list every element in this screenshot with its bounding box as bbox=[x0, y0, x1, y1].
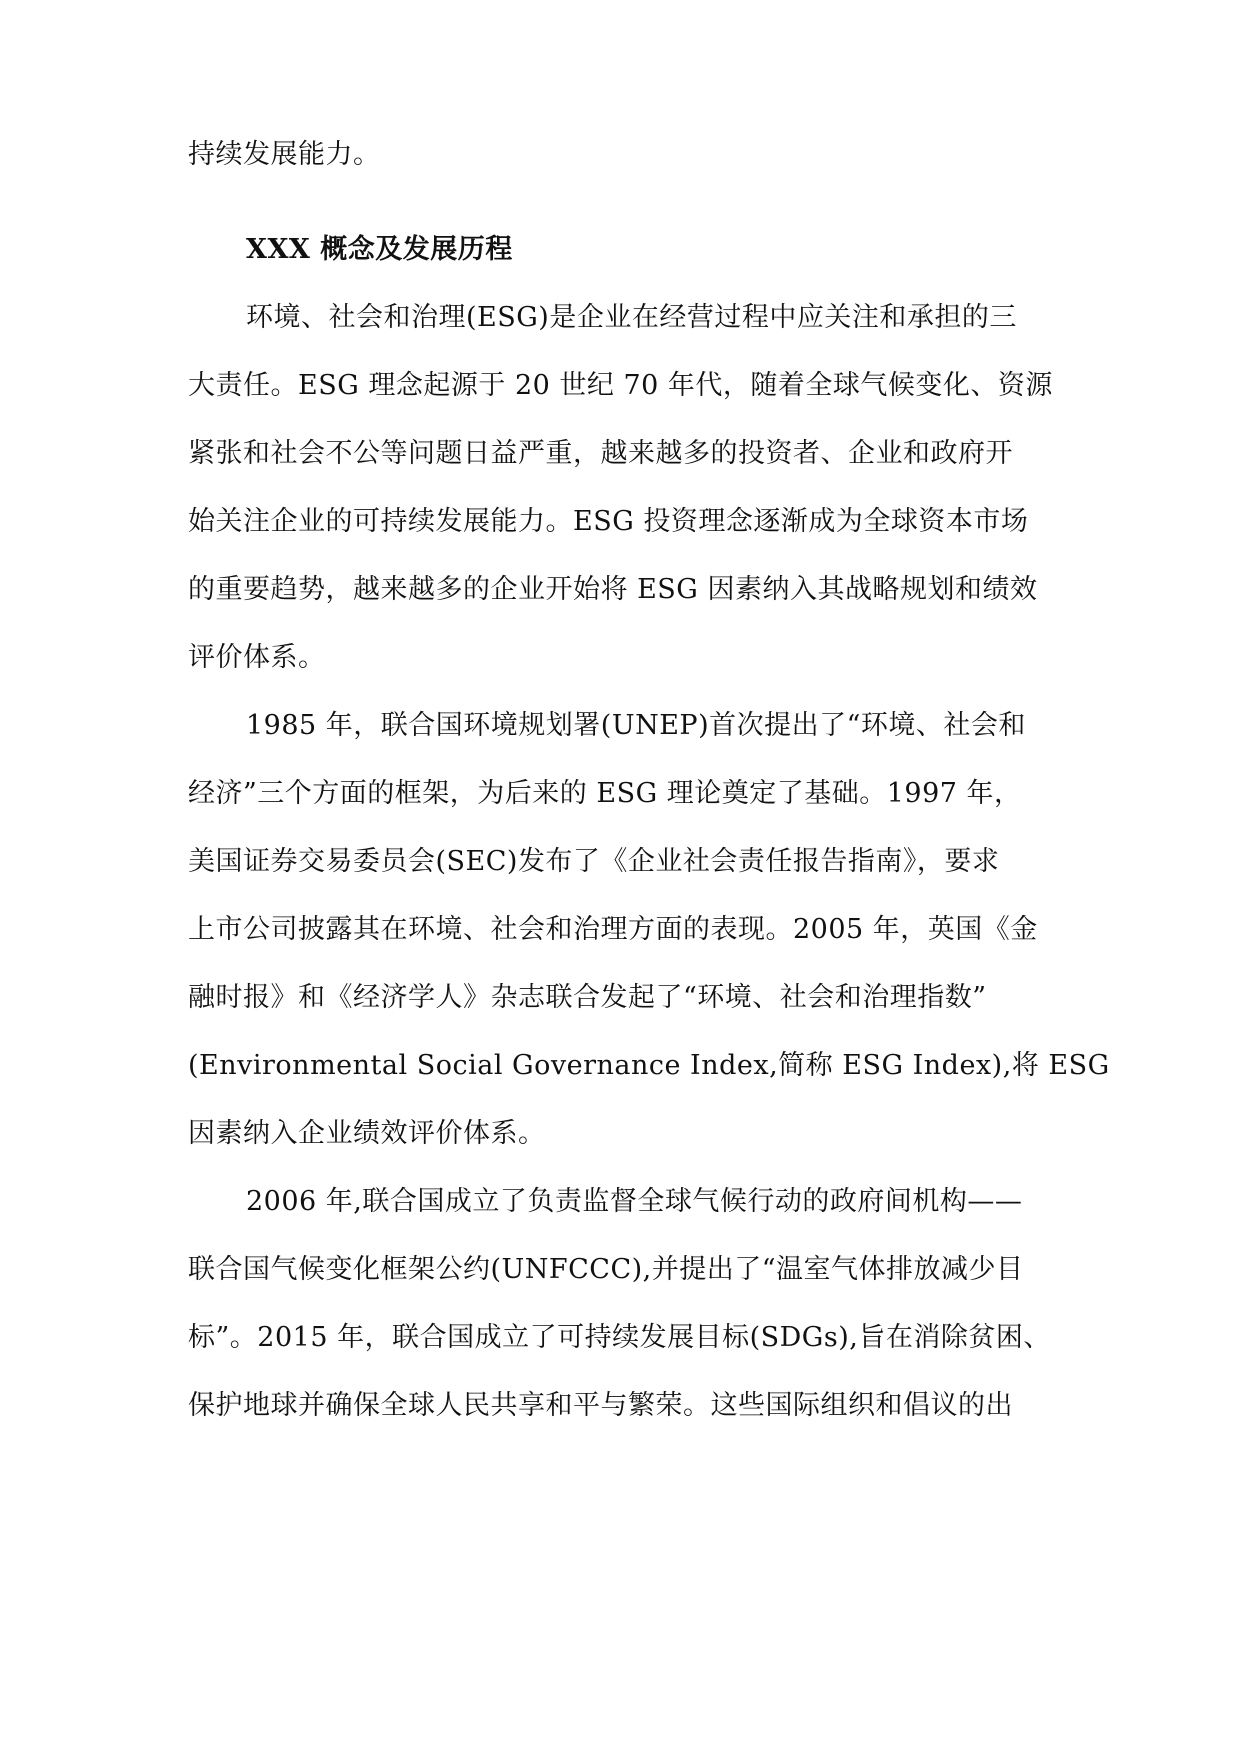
paragraph-line: 美国证券交易委员会(SEC)发布了《企业社会责任报告指南》，要求 bbox=[188, 846, 1000, 877]
paragraph-line: (Environmental Social Governance Index,简称 ESG Index),将 ESG bbox=[188, 1050, 1110, 1081]
paragraph-line: 上市公司披露其在环境、社会和治理方面的表现。2005 年，英国《金 bbox=[188, 914, 1038, 945]
paragraph-line: 经济”三个方面的框架，为后来的 ESG 理论奠定了基础。1997 年， bbox=[188, 778, 1022, 809]
paragraph-line: 评价体系。 bbox=[188, 642, 326, 673]
paragraph-line: 的重要趋势，越来越多的企业开始将 ESG 因素纳入其战略规划和绩效 bbox=[188, 574, 1038, 605]
paragraph-line: 持续发展能力。 bbox=[188, 139, 381, 170]
paragraph-line: 环境、社会和治理(ESG)是企业在经营过程中应关注和承担的三 bbox=[246, 302, 1017, 333]
paragraph-line: 融时报》和《经济学人》杂志联合发起了“环境、社会和治理指数” bbox=[188, 982, 987, 1013]
section-heading: XXX 概念及发展历程 bbox=[246, 234, 513, 265]
paragraph-line: 保护地球并确保全球人民共享和平与繁荣。这些国际组织和倡议的出 bbox=[188, 1390, 1013, 1421]
paragraph-line: 2006 年,联合国成立了负责监督全球气候行动的政府间机构—— bbox=[246, 1186, 1023, 1217]
paragraph-line: 始关注企业的可持续发展能力。ESG 投资理念逐渐成为全球资本市场 bbox=[188, 506, 1029, 537]
paragraph-line: 因素纳入企业绩效评价体系。 bbox=[188, 1118, 546, 1149]
paragraph-line: 大责任。ESG 理念起源于 20 世纪 70 年代，随着全球气候变化、资源 bbox=[188, 370, 1053, 401]
paragraph-line: 紧张和社会不公等问题日益严重，越来越多的投资者、企业和政府开 bbox=[188, 438, 1013, 469]
paragraph-line: 联合国气候变化框架公约(UNFCCC),并提出了“温室气体排放减少目 bbox=[188, 1254, 1024, 1285]
paragraph-line: 标”。2015 年，联合国成立了可持续发展目标(SDGs),旨在消除贫困、 bbox=[188, 1322, 1051, 1353]
paragraph-line: 1985 年，联合国环境规划署(UNEP)首次提出了“环境、社会和 bbox=[246, 710, 1026, 741]
